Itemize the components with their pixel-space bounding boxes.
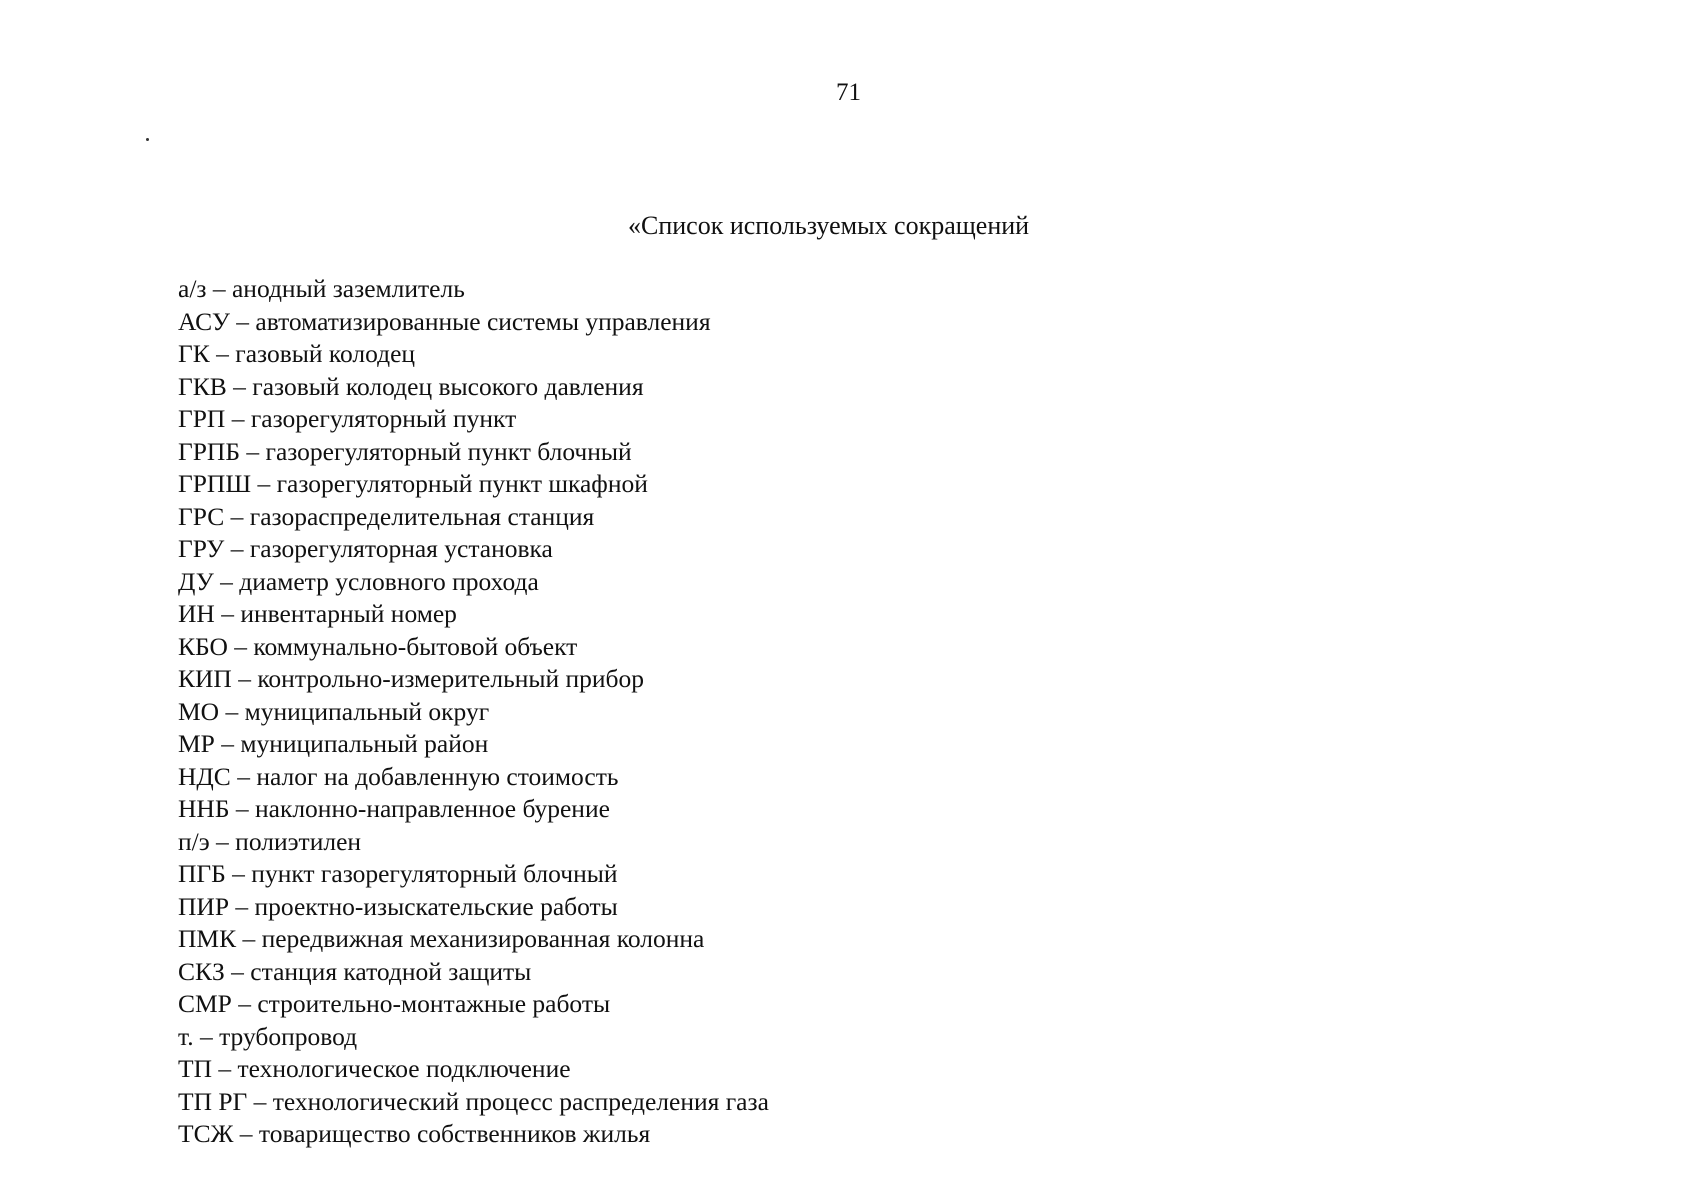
abbreviation-item: МР – муниципальный район (178, 729, 489, 758)
abbreviation-item: ГКВ – газовый колодец высокого давления (178, 371, 644, 401)
abbreviation-item: ГРПШ – газорегуляторный пункт шкафной (178, 469, 648, 498)
abbreviation-item: КИП – контрольно-измерительный прибор (178, 664, 645, 693)
abbreviation-item: т. – трубопровод (178, 1021, 358, 1051)
abbreviation-item: ГК – газовый колодец (178, 339, 416, 368)
abbreviation-item: ТП – технологическое подключение (178, 1054, 571, 1083)
abbreviation-item: МО – муниципальный округ (178, 696, 490, 726)
page-number: 71 (836, 79, 861, 106)
abbreviation-item: ГРПБ – газорегуляторный пункт блочный (178, 436, 632, 466)
abbreviation-item: СКЗ – станция катодной защиты (178, 956, 532, 986)
abbreviation-item: ДУ – диаметр условного прохода (178, 566, 539, 596)
abbreviation-list (178, 273, 769, 1151)
abbreviation-item: ПГБ – пункт газорегуляторный блочный (178, 859, 618, 888)
abbreviation-item: п/э – полиэтилен (178, 826, 362, 856)
abbreviation-item: ННБ – наклонно-направленное бурение (178, 794, 610, 823)
abbreviation-item: ТП РГ – технологический процесс распределения газа (178, 1086, 769, 1116)
abbreviation-item: НДС – налог на добавленную стоимость (178, 761, 619, 791)
abbreviation-item: ТСЖ – товарищество собственников жилья (178, 1119, 651, 1148)
abbreviation-item: ГРУ – газорегуляторная установка (178, 534, 553, 563)
abbreviation-item: СМР – строительно-монтажные работы (178, 989, 611, 1018)
document-title: «Список используемых сокращений (628, 211, 1030, 240)
abbreviation-item: ИН – инвентарный номер (178, 599, 457, 628)
abbreviation-item: АСУ – автоматизированные системы управления (178, 306, 711, 336)
abbreviation-item: ПИР – проектно-изыскательские работы (178, 891, 618, 921)
abbreviation-item: ГРС – газораспределительная станция (178, 501, 595, 531)
abbreviation-item: ГРП – газорегуляторный пункт (178, 404, 517, 433)
scan-dot (146, 138, 149, 141)
abbreviation-item: КБО – коммунально-бытовой объект (178, 631, 578, 661)
abbreviation-item: а/з – анодный заземлитель (178, 274, 465, 303)
abbreviation-item: ПМК – передвижная механизированная колонна (178, 924, 705, 953)
